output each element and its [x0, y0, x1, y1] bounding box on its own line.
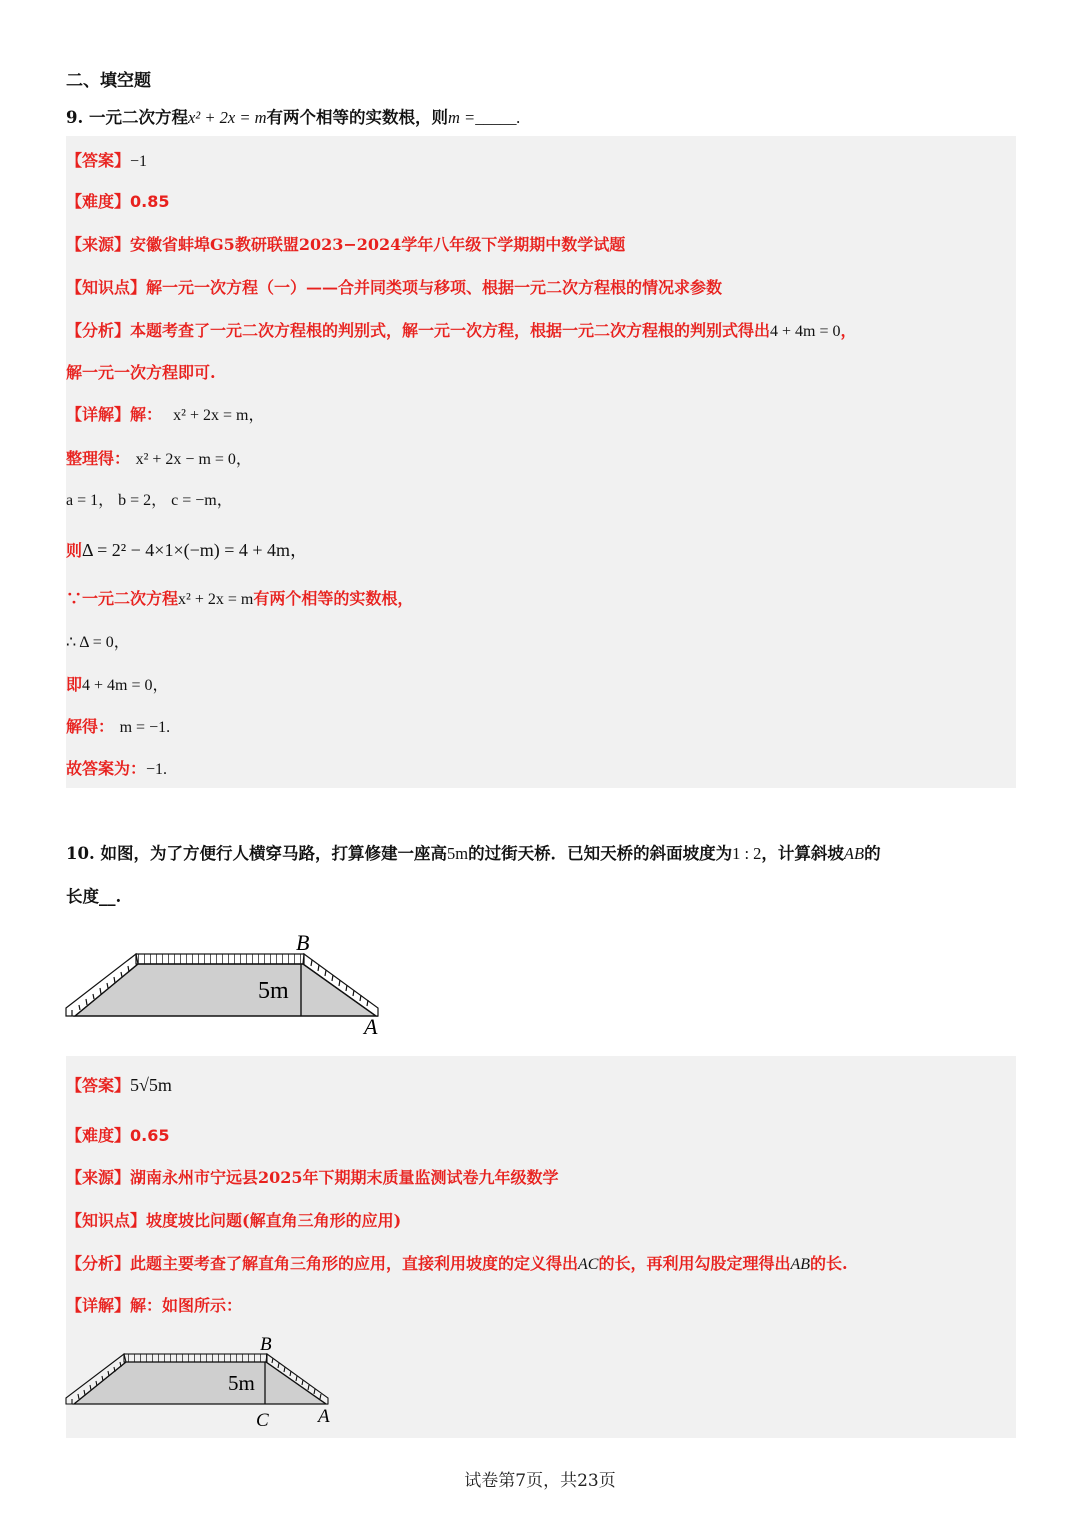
- q9-answer: −1: [130, 153, 148, 170]
- question-10-ratio: 1 : 2: [732, 844, 762, 863]
- q9-detail-label: 【详解】: [66, 405, 131, 424]
- label-height-2: 5m: [228, 1371, 255, 1395]
- label-height: 5m: [258, 978, 289, 1004]
- bridge-top-railing: [136, 954, 304, 964]
- q9-knowledge-line: [66, 275, 722, 298]
- question-9-number: 9.: [66, 108, 84, 127]
- question-10-text-3: ，计算斜坡: [761, 844, 844, 863]
- q10-detail-line: [66, 1293, 242, 1316]
- question-10-number: 10.: [66, 844, 95, 863]
- question-10-line-2: [66, 883, 121, 907]
- question-10-text-4: 的: [864, 844, 881, 863]
- q9-detail-eq-9: −1.: [146, 761, 168, 778]
- label-b-2: B: [260, 1334, 272, 1355]
- bridge-figure: [60, 928, 390, 1040]
- q9-detail-intro: 解：: [130, 405, 163, 424]
- q9-difficulty-line: [66, 189, 170, 212]
- q10-difficulty-line: [66, 1123, 170, 1146]
- q9-analysis-line-2: [66, 360, 216, 383]
- q9-detail-line-7: [66, 672, 169, 695]
- q9-detail-line-6: [66, 629, 130, 652]
- q9-analysis-label: 【分析】: [66, 321, 131, 340]
- question-9-equation: x² + 2x = m: [187, 108, 267, 127]
- q10-difficulty-label: 【难度】: [66, 1126, 131, 1145]
- q10-analysis-label: 【分析】: [66, 1254, 131, 1273]
- question-10-ab: AB: [843, 844, 865, 863]
- bridge-body: [75, 964, 376, 1016]
- q9-detail-eq-6: ∴ Δ = 0，: [66, 634, 130, 651]
- question-9-text-before: 一元二次方程: [88, 108, 188, 127]
- bridge-figure-solution: [62, 1330, 342, 1434]
- q9-source: 安徽省蚌埠G5教研联盟2023−2024学年八年级下学期期中数学试题: [130, 235, 626, 254]
- q9-detail-label-5: ∵一元二次方程: [66, 589, 179, 608]
- q10-difficulty: 0.65: [130, 1126, 170, 1145]
- label-c: C: [256, 1410, 269, 1431]
- q9-detail-tail-5: 有两个相等的实数根，: [253, 589, 414, 608]
- bridge-body-2: [74, 1362, 326, 1404]
- q9-detail-eq-3: a = 1， b = 2， c = −m，: [66, 492, 233, 509]
- answer-box-10: [66, 1056, 1016, 1438]
- question-10-line-2-text: 长度__.: [66, 887, 122, 906]
- q9-detail-line-4: [66, 536, 308, 562]
- question-10: [66, 840, 881, 864]
- q10-answer-line: [66, 1073, 172, 1096]
- q9-source-line: [66, 232, 625, 255]
- question-10-text-1: 如图，为了方便行人横穿马路，打算修建一座高: [100, 844, 447, 863]
- q9-detail-eq-7: 4 + 4m = 0，: [82, 677, 169, 694]
- q9-detail-label-4: 则: [66, 541, 83, 560]
- label-a-2: A: [318, 1406, 330, 1427]
- label-b: B: [296, 930, 310, 955]
- q9-detail-eq-2: x² + 2x − m = 0，: [135, 451, 252, 468]
- q9-detail-eq-4: Δ = 2² − 4×1×(−m) = 4 + 4m，: [82, 540, 309, 560]
- q9-analysis-text: 本题考查了一元二次方程根的判别式，解一元一次方程，根据一元二次方程根的判别式得出: [130, 321, 771, 340]
- label-a: A: [364, 1014, 378, 1039]
- q10-answer: 5√5m: [130, 1075, 172, 1095]
- q10-analysis-text-1: 此题主要考查了解直角三角形的应用，直接利用坡度的定义得出: [130, 1254, 579, 1273]
- page-footer: 试卷第7页，共23页: [464, 1471, 616, 1491]
- question-10-text-2: 的过街天桥．已知天桥的斜面坡度为: [468, 844, 733, 863]
- q10-detail-text: 解：如图所示：: [130, 1296, 243, 1315]
- q10-source: 湖南永州市宁远县2025年下期期末质量监测试卷九年级数学: [130, 1168, 559, 1187]
- q9-detail-eq-1: x² + 2x = m，: [173, 407, 265, 424]
- q9-analysis-line: [66, 318, 857, 341]
- q9-analysis-equation: 4 + 4m = 0: [770, 323, 841, 340]
- q9-answer-line: [66, 148, 147, 171]
- q10-knowledge-line: [66, 1208, 401, 1231]
- section-title: 二、填空题: [66, 71, 151, 91]
- q10-source-label: 【来源】: [66, 1168, 131, 1187]
- q9-detail-line-8: [66, 714, 170, 737]
- q9-detail-line: [66, 402, 264, 425]
- q9-detail-label-8: 解得：: [66, 717, 115, 736]
- q9-detail-label-2: 整理得：: [66, 449, 131, 468]
- q9-detail-label-9: 故答案为：: [66, 759, 147, 778]
- q9-difficulty: 0.85: [130, 192, 170, 211]
- q9-detail-eq-5: x² + 2x = m: [178, 591, 254, 608]
- q9-knowledge-label: 【知识点】: [66, 278, 147, 297]
- question-9-blank: m =_____.: [448, 108, 521, 127]
- q9-difficulty-label: 【难度】: [66, 192, 131, 211]
- q9-detail-line-3: [66, 487, 233, 510]
- q10-analysis-text-2: 的长，再利用勾股定理得出: [598, 1254, 791, 1273]
- q10-detail-label: 【详解】: [66, 1296, 131, 1315]
- q10-analysis-ab: AB: [790, 1256, 811, 1273]
- q9-detail-label-7: 即: [66, 675, 83, 694]
- q9-analysis-text-2: 解一元一次方程即可.: [66, 363, 216, 382]
- q9-detail-eq-8: m = −1.: [119, 719, 171, 736]
- question-9-text-after: 有两个相等的实数根，则: [266, 108, 449, 127]
- q9-analysis-comma: ，: [840, 321, 857, 340]
- q10-knowledge: 坡度坡比问题(解直角三角形的应用): [146, 1211, 402, 1230]
- answer-box-9: [66, 136, 1016, 788]
- q9-detail-line-2: [66, 446, 252, 469]
- bridge-top-railing-2: [124, 1354, 267, 1362]
- q9-detail-line-9: [66, 756, 167, 779]
- q9-source-label: 【来源】: [66, 235, 131, 254]
- q9-answer-label: 【答案】: [66, 151, 131, 170]
- q10-source-line: [66, 1165, 559, 1188]
- question-9: [66, 104, 521, 128]
- q10-analysis-line: [66, 1251, 848, 1274]
- q10-answer-label: 【答案】: [66, 1076, 131, 1095]
- q9-knowledge: 解一元一次方程（一）——合并同类项与移项、根据一元二次方程根的情况求参数: [146, 278, 723, 297]
- q10-analysis-text-3: 的长.: [810, 1254, 848, 1273]
- q9-detail-line-5: [66, 586, 413, 609]
- q10-analysis-ac: AC: [578, 1256, 599, 1273]
- question-10-height: 5m: [446, 844, 469, 863]
- q10-knowledge-label: 【知识点】: [66, 1211, 147, 1230]
